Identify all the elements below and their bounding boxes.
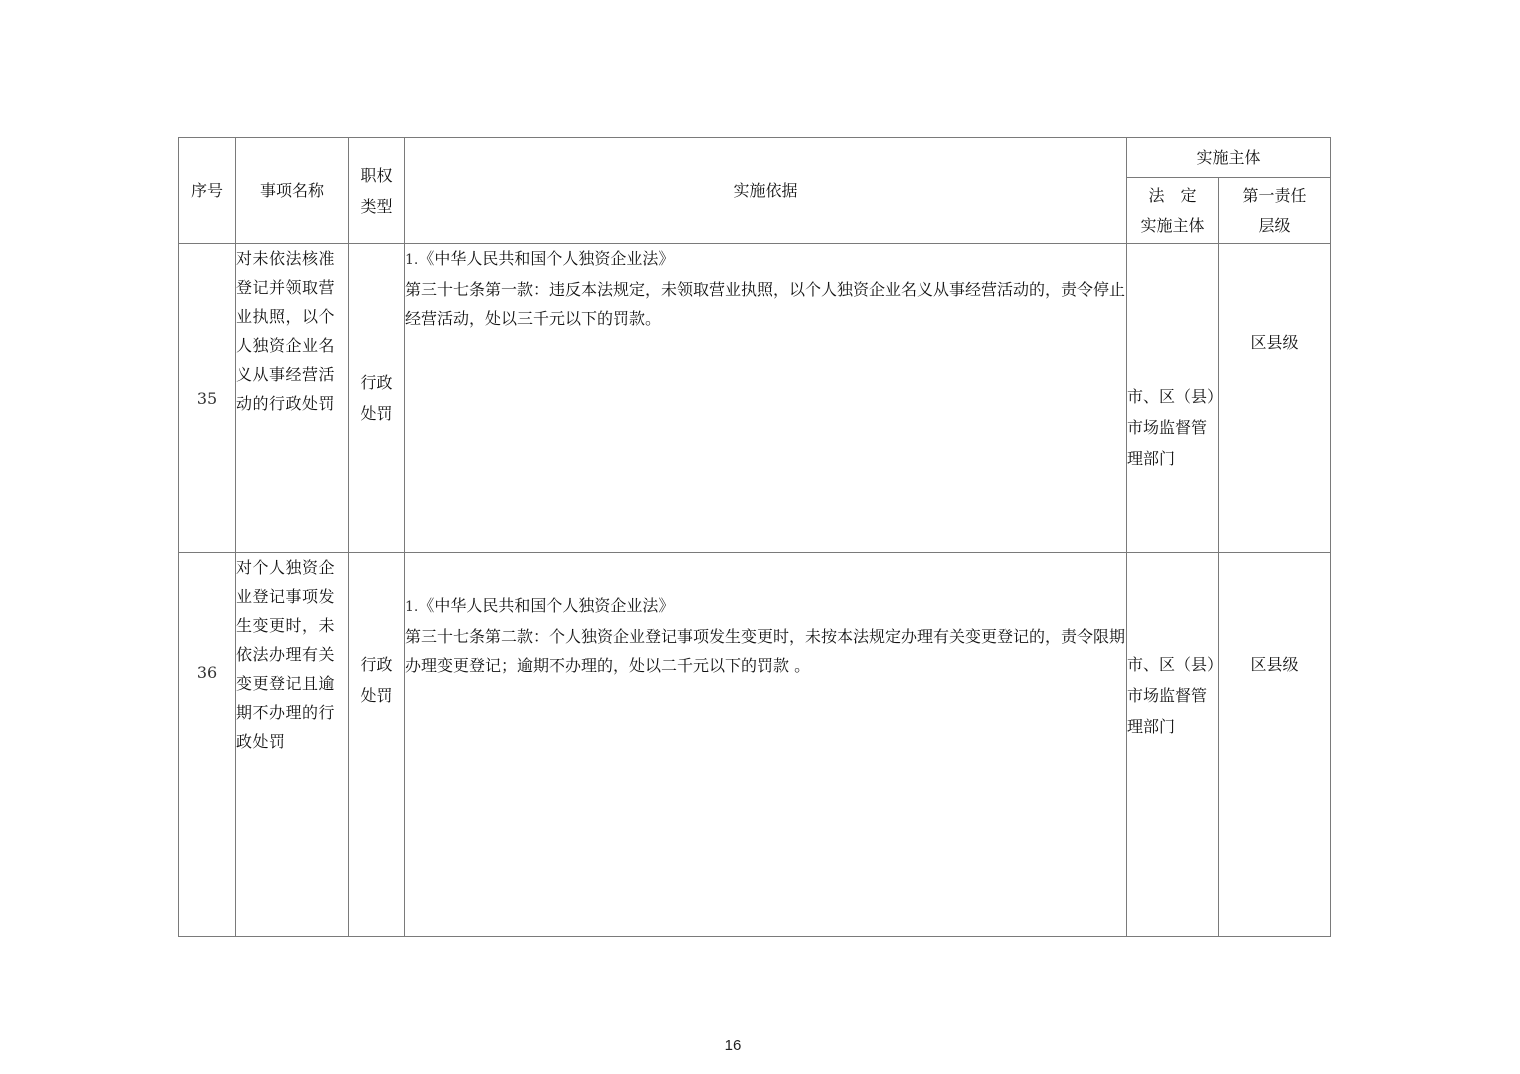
header-item-name: 事项名称 <box>236 138 349 244</box>
row-power-type <box>349 553 405 937</box>
header-first-level-text: 第一责任 层级 <box>1242 185 1307 235</box>
row-basis <box>405 244 1127 553</box>
table-row <box>179 244 1331 553</box>
basis-law-reference <box>405 591 1126 622</box>
row-item-name: 对未依法核准登记并领取营业执照，以个人独资企业名义从事经营活动的行政处罚 <box>236 244 349 553</box>
row-legal-subject <box>1127 244 1219 553</box>
header-first-level <box>1219 178 1331 244</box>
basis-ref-number: 1. <box>405 252 419 268</box>
legal-subject-text: 市、区（县）市场监督管理部门 <box>1127 655 1216 736</box>
row-seq: 35 <box>179 244 236 553</box>
first-level-text: 区县级 <box>1250 333 1299 352</box>
row-power-type-text: 行政 处罚 <box>360 373 393 423</box>
page-number: 16 <box>724 1037 742 1054</box>
row-legal-subject <box>1127 553 1219 937</box>
basis-law-reference <box>405 244 1126 275</box>
header-basis: 实施依据 <box>405 138 1127 244</box>
basis-ref-number: 1. <box>405 599 419 615</box>
basis-law-name: 《中华人民共和国个人独资企业法》 <box>418 596 675 615</box>
header-power-type-text: 职权 类型 <box>360 165 393 216</box>
legal-subject-text: 市、区（县）市场监督管理部门 <box>1127 386 1216 468</box>
basis-article-text: 第三十七条第一款：违反本法规定，未领取营业执照，以个人独资企业名义从事经营活动的，责令停止经营活动，处以三千元以下的罚款。 <box>405 280 1126 328</box>
basis-article-text: 第三十七条第二款：个人独资企业登记事项发生变更时，未按本法规定办理有关变更登记的，责令限期办理变更登记；逾期不办理的，处以二千元以下的罚款 。 <box>405 627 1126 675</box>
row-power-type <box>349 244 405 553</box>
table-row <box>179 553 1331 937</box>
row-first-level <box>1219 553 1331 937</box>
row-first-level <box>1219 244 1331 553</box>
header-seq: 序号 <box>179 138 236 244</box>
row-seq <box>179 553 236 937</box>
header-power-type <box>349 138 405 244</box>
enforcement-items-table <box>178 137 1331 937</box>
row-power-type-text: 行政 处罚 <box>360 655 393 705</box>
header-legal-subject-text: 法 定 实施主体 <box>1140 185 1205 235</box>
header-subject-group: 实施主体 <box>1127 138 1331 178</box>
row-seq-text: 36 <box>196 663 218 682</box>
header-legal-subject <box>1127 178 1219 244</box>
row-basis <box>405 553 1127 937</box>
first-level-text: 区县级 <box>1250 655 1299 674</box>
row-item-name: 对个人独资企业登记事项发生变更时，未依法办理有关变更登记且逾期不办理的行政处罚 <box>236 553 349 937</box>
basis-law-name: 《中华人民共和国个人独资企业法》 <box>418 249 675 268</box>
